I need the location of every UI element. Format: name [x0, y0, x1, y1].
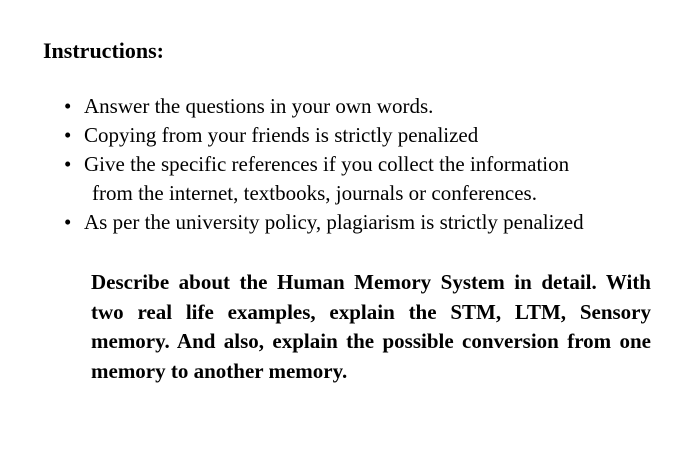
instruction-text: As per the university policy, plagiarism is strictly penalized	[84, 210, 584, 234]
instruction-text: Copying from your friends is strictly penalized	[84, 123, 479, 147]
instruction-text: Answer the questions in your own words.	[84, 94, 434, 118]
bullet-icon: •	[64, 94, 72, 118]
instruction-item	[64, 150, 684, 208]
question-text: Describe about the Human Memory System in detail. With two real life examples, explain the STM, LTM, Sensory memory. And also, explain the possible conversion from one memory to another memory.	[91, 270, 651, 383]
bullet-icon: •	[64, 152, 72, 176]
instruction-item	[64, 208, 684, 237]
instructions-list	[64, 92, 684, 237]
instruction-item	[64, 92, 684, 121]
instructions-heading: Instructions:	[43, 38, 165, 63]
instruction-text: Give the specific references if you collect the information	[84, 152, 570, 176]
instruction-item	[64, 121, 684, 150]
instruction-text-continuation: from the internet, textbooks, journals or conferences.	[92, 181, 537, 205]
bullet-icon: •	[64, 210, 72, 234]
bullet-icon: •	[64, 123, 72, 147]
